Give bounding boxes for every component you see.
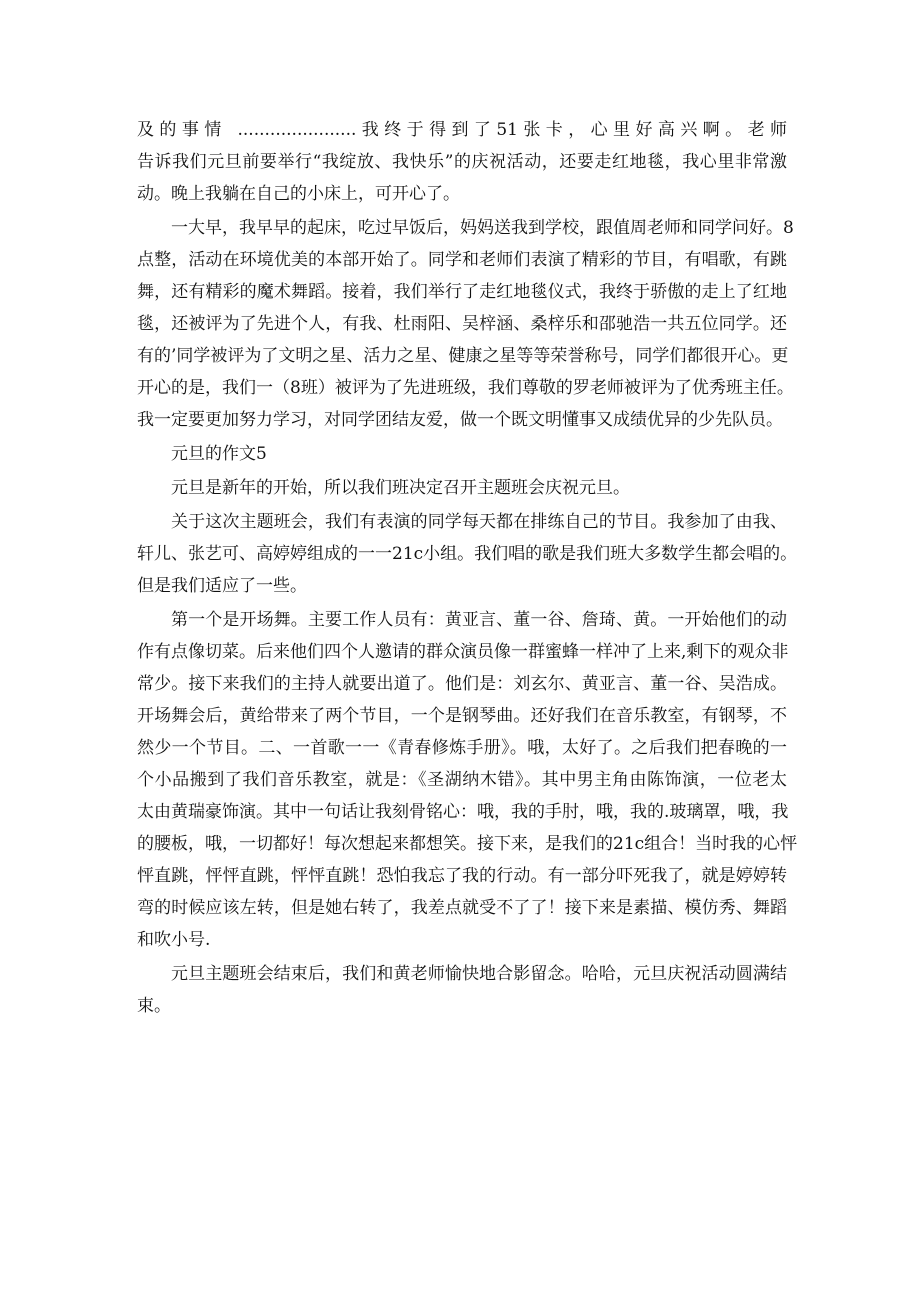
text-line: 怦直跳，怦怦直跳，怦怦直跳！恐怕我忘了我的行动。有一部分吓死我了，就是婷婷转 bbox=[137, 866, 787, 886]
text-line: 毯，还被评为了先进个人，有我、杜雨阳、吴梓涵、桑梓乐和邵驰浩一共五位同学。还 bbox=[137, 314, 787, 334]
text-line: 弯的时候应该左转，但是她右转了，我差点就受不了了！接下来是素描、模仿秀、舞蹈 bbox=[137, 898, 787, 918]
text-line: 动。晚上我躺在自己的小床上，可开心了。 bbox=[137, 184, 460, 204]
text-line: 开心的是，我们一（8班）被评为了先进班级，我们尊敬的罗老师被评为了优秀班主任。 bbox=[137, 378, 794, 398]
paragraph bbox=[137, 958, 787, 1022]
text-line: 作有点像切菜。后来他们四个人邀请的群众演员像一群蜜蜂一样冲了上来,剩下的观众非 bbox=[137, 642, 789, 662]
paragraph bbox=[137, 212, 794, 436]
text-line: 开场舞会后，黄给带来了两个节目，一个是钢琴曲。还好我们在音乐教室，有钢琴，不 bbox=[137, 706, 787, 726]
text-line: 告诉我们元旦前要举行“我绽放、我快乐”的庆祝活动，还要走红地毯，我心里非常激 bbox=[137, 152, 787, 172]
text-line: 元旦的作文5 bbox=[171, 444, 267, 464]
text-line: 关于这次主题班会，我们有表演的同学每天都在排练自己的节目。我参加了由我、 bbox=[171, 512, 787, 532]
paragraph bbox=[137, 604, 798, 956]
paragraph bbox=[137, 472, 787, 504]
text-line: 和吹小号. bbox=[137, 930, 211, 950]
document-page bbox=[137, 114, 798, 1024]
text-line: 及的事情 ......................我终于得到了51张卡，心里好高兴啊。老师 bbox=[137, 120, 787, 140]
text-line: 舞，还有精彩的魔术舞蹈。接着，我们举行了走红地毯仪式，我终于骄傲的走上了红地 bbox=[137, 282, 787, 302]
text-line: 束。 bbox=[137, 996, 171, 1016]
paragraph bbox=[137, 438, 787, 470]
text-line: 第一个是开场舞。主要工作人员有：黄亚言、董一谷、詹琦、黄。一开始他们的动 bbox=[171, 610, 787, 630]
text-line: 太由黄瑞豪饰演。其中一句话让我刻骨铭心：哦，我的手肘，哦，我的.玻璃罩，哦，我 bbox=[137, 802, 789, 822]
text-line: 但是我们适应了一些。 bbox=[137, 576, 307, 596]
text-line: 个小品搬到了我们音乐教室，就是：《圣湖纳木错》。其中男主角由陈饰演，一位老太 bbox=[137, 770, 787, 790]
paragraph bbox=[137, 506, 798, 602]
text-line: 点整，活动在环境优美的本部开始了。同学和老师们表演了精彩的节目，有唱歌，有跳 bbox=[137, 250, 787, 270]
text-line: 元旦主题班会结束后，我们和黄老师愉快地合影留念。哈哈，元旦庆祝活动圆满结 bbox=[171, 964, 787, 984]
text-line: 我一定要更加努力学习，对同学团结友爱，做一个既文明懂事又成绩优异的少先队员。 bbox=[137, 410, 783, 430]
text-line: 的腰板，哦，一切都好！每次想起来都想笑。接下来，是我们的21c组合！当时我的心怦 bbox=[137, 834, 798, 854]
text-line: 一大早，我早早的起床，吃过早饭后，妈妈送我到学校，跟值周老师和同学问好。8 bbox=[171, 218, 794, 238]
text-line: 轩儿、张艺可、高婷婷组成的一一21c小组。我们唱的歌是我们班大多数学生都会唱的。 bbox=[137, 544, 798, 564]
text-line: 元旦是新年的开始，所以我们班决定召开主题班会庆祝元旦。 bbox=[171, 478, 630, 498]
text-line: 有的’同学被评为了文明之星、活力之星、健康之星等等荣誉称号，同学们都很开心。更 bbox=[137, 346, 789, 366]
text-line: 然少一个节目。二、一首歌一一《青春修炼手册》。哦，太好了。之后我们把春晚的一 bbox=[137, 738, 787, 758]
text-line: 常少。接下来我们的主持人就要出道了。他们是：刘玄尔、黄亚言、董一谷、吴浩成。 bbox=[137, 674, 787, 694]
paragraph bbox=[137, 114, 787, 210]
